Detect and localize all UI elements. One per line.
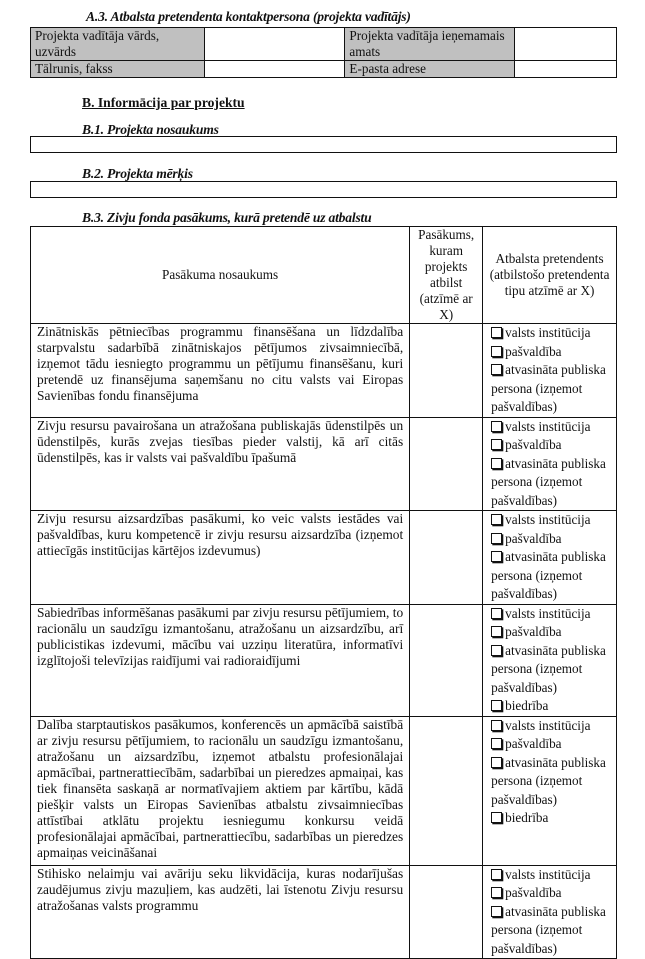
option-label: pašvaldība	[505, 736, 562, 751]
option-label: pašvaldība	[505, 885, 562, 900]
applicant-options	[483, 716, 617, 865]
option-label: atvasināta publiska persona (izņemot pašvaldības)	[491, 642, 606, 695]
table-row	[31, 324, 617, 418]
option-label: biedrība	[505, 810, 549, 825]
option-municipality[interactable]	[491, 343, 612, 362]
table-row	[31, 61, 617, 78]
checkbox-empty-icon[interactable]	[491, 439, 502, 450]
option-derived-public-person[interactable]	[491, 754, 612, 810]
header-measure-name: Pasākuma nosaukums	[31, 227, 410, 324]
option-label: valsts institūcija	[505, 418, 591, 434]
measure-mark-cell[interactable]	[410, 865, 483, 959]
option-label: biedrība	[505, 698, 549, 713]
checkbox-empty-icon[interactable]	[491, 364, 502, 375]
checkbox-empty-icon[interactable]	[491, 812, 502, 823]
option-label: atvasināta publiska persona (izņemot pašvaldības)	[491, 362, 606, 414]
option-state-institution[interactable]	[491, 866, 612, 885]
option-label: valsts institūcija	[505, 866, 591, 882]
table-row	[31, 865, 617, 959]
table-row	[31, 716, 617, 865]
checkbox-empty-icon[interactable]	[491, 626, 502, 637]
applicant-options	[483, 417, 617, 511]
option-label: pašvaldība	[505, 530, 562, 546]
option-state-institution[interactable]	[491, 717, 612, 736]
phone-fax-field[interactable]	[204, 61, 345, 78]
option-association[interactable]	[491, 809, 612, 828]
measure-name: Dalība starptautiskos pasākumos, konferencēs un apmācībā saistībā ar zivju resursu pētījumiem, to racionālu un saudzīgu izmantošanu, atražošanu un aizsardzību, izņemot atbalstu profesionālajai apmācībai, partnerattiecībām, sadarbībai un pieredzes apmaiņai, kas tiek finansēta saskaņā ar normatīvajiem aktiem par kārtību, kādā piešķir valsts un Eiropas Savienības atbalstu zivsaimniecības attīstībai atklātu projektu iesniegumu konkursu veidā profesionālajai apmācībai, partnerattiecību, sadarbības un pieredzes apmaiņas veicināšanai	[31, 716, 410, 865]
option-state-institution[interactable]	[491, 418, 612, 437]
checkbox-empty-icon[interactable]	[491, 608, 502, 619]
project-leader-name-field[interactable]	[204, 28, 345, 61]
option-derived-public-person[interactable]	[491, 361, 612, 417]
checkbox-empty-icon[interactable]	[491, 421, 502, 432]
measure-mark-cell[interactable]	[410, 511, 483, 605]
checkbox-empty-icon[interactable]	[491, 346, 502, 357]
option-label: valsts institūcija	[505, 512, 591, 527]
project-goal-field[interactable]	[30, 181, 617, 198]
email-label: E-pasta adrese	[345, 61, 515, 78]
checkbox-empty-icon[interactable]	[491, 514, 502, 525]
option-municipality[interactable]	[491, 436, 612, 455]
header-applicant-type: Atbalsta pretendents (atbilstošo pretendenta tipu atzīmē ar X)	[483, 227, 617, 324]
option-state-institution[interactable]	[491, 324, 612, 343]
option-label: valsts institūcija	[505, 605, 591, 621]
checkbox-empty-icon[interactable]	[491, 887, 502, 898]
option-municipality[interactable]	[491, 530, 612, 549]
applicant-options	[483, 604, 617, 716]
checkbox-empty-icon[interactable]	[491, 551, 502, 562]
measure-name: Zivju resursu pavairošana un atražošana publiskajās ūdenstilpēs un ūdenstilpēs, kurās zvejas tiesības pieder valstij, kā arī citās ūdenstilpēs, kas ir valsts vai pašvaldību īpašumā	[31, 417, 410, 511]
measure-name: Zinātniskās pētniecības programmu finansēšana un līdzdalība starpvalstu sadarbībā zinātniskajos pētījumos zivsaimniecībā, izņemot tādu iesniegto programmu un pētījumu finansēšanu, kuri pretendē uz finansējuma saņemšanu no citu valsts vai Eiropas Savienības fondu finansējuma	[31, 324, 410, 418]
option-derived-public-person[interactable]	[491, 455, 612, 511]
option-association[interactable]	[491, 697, 612, 716]
measure-name: Stihisko nelaimju vai avāriju seku likvidācija, kuras nodarījušas zaudējumus zivju mazuļiem, kas audzēti, lai īstenotu Zivju resursu atražošanas valsts programmu	[31, 865, 410, 959]
option-state-institution[interactable]	[491, 605, 612, 624]
applicant-options	[483, 324, 617, 418]
option-derived-public-person[interactable]	[491, 548, 612, 604]
section-b-title: B. Informācija par projektu	[82, 95, 245, 110]
option-derived-public-person[interactable]	[491, 903, 612, 959]
project-leader-position-label: Projekta vadītāja ieņemamais amats	[345, 28, 515, 61]
measure-name: Sabiedrības informēšanas pasākumi par zivju resursu pētījumiem, to racionālu un saudzīgu izmantošanu, atražošanu un aizsardzību, arī publicistikas izdevumi, mācību vai uzziņu literatūra, informatīvi izglītojoši televīzijas raidījumi vai radioraidījumi	[31, 604, 410, 716]
applicant-options	[483, 865, 617, 959]
applicant-options	[483, 511, 617, 605]
section-b1-title: B.1. Projekta nosaukums	[82, 122, 219, 137]
table-row	[31, 511, 617, 605]
option-label: pašvaldība	[505, 624, 562, 639]
checkbox-empty-icon[interactable]	[491, 720, 502, 731]
checkbox-empty-icon[interactable]	[491, 533, 502, 544]
checkbox-empty-icon[interactable]	[491, 869, 502, 880]
checkbox-empty-icon[interactable]	[491, 327, 502, 338]
measure-mark-cell[interactable]	[410, 604, 483, 716]
project-leader-name-label: Projekta vadītāja vārds, uzvārds	[31, 28, 205, 61]
option-state-institution[interactable]	[491, 511, 612, 530]
option-label: valsts institūcija	[505, 325, 591, 340]
email-field[interactable]	[515, 61, 617, 78]
table-row	[31, 604, 617, 716]
option-label: pašvaldība	[505, 437, 562, 452]
project-name-field[interactable]	[30, 136, 617, 153]
contact-person-table	[30, 27, 617, 78]
table-header-row	[31, 227, 617, 324]
option-label: valsts institūcija	[505, 717, 591, 733]
option-label: atvasināta publiska persona (izņemot pašvaldības)	[491, 455, 606, 508]
checkbox-empty-icon[interactable]	[491, 738, 502, 749]
section-b3-title: B.3. Zivju fonda pasākums, kurā pretendē uz atbalstu	[82, 210, 372, 225]
option-municipality[interactable]	[491, 735, 612, 754]
measure-name: Zivju resursu aizsardzības pasākumi, ko veic valsts iestādes vai pašvaldības, kuru kompetencē ir zivju resursu aizsardzība (izņemot attiecīgās institūcijas kārtējos izdevumus)	[31, 511, 410, 605]
header-measure-match: Pasākums, kuram projekts atbilst (atzīmē ar X)	[410, 227, 483, 324]
section-a3-title: A.3. Atbalsta pretendenta kontaktpersona (projekta vadītājs)	[86, 9, 411, 24]
measure-mark-cell[interactable]	[410, 417, 483, 511]
option-municipality[interactable]	[491, 884, 612, 903]
checkbox-empty-icon[interactable]	[491, 700, 502, 711]
option-label: atvasināta publiska persona (izņemot pašvaldības)	[491, 549, 606, 601]
project-leader-position-field[interactable]	[515, 28, 617, 61]
checkbox-empty-icon[interactable]	[491, 458, 502, 469]
option-label: pašvaldība	[505, 343, 562, 359]
measure-mark-cell[interactable]	[410, 324, 483, 418]
option-municipality[interactable]	[491, 623, 612, 642]
option-label: atvasināta publiska persona (izņemot pašvaldības)	[491, 754, 606, 807]
fund-measures-table	[30, 226, 617, 959]
option-derived-public-person[interactable]	[491, 642, 612, 698]
checkbox-empty-icon[interactable]	[491, 757, 502, 768]
measure-mark-cell[interactable]	[410, 716, 483, 865]
table-row	[31, 417, 617, 511]
phone-fax-label: Tālrunis, fakss	[31, 61, 205, 78]
table-row	[31, 28, 617, 61]
checkbox-empty-icon[interactable]	[491, 645, 502, 656]
section-b2-title: B.2. Projekta mērķis	[82, 166, 193, 181]
checkbox-empty-icon[interactable]	[491, 906, 502, 917]
option-label: atvasināta publiska persona (izņemot pašvaldības)	[491, 903, 606, 956]
